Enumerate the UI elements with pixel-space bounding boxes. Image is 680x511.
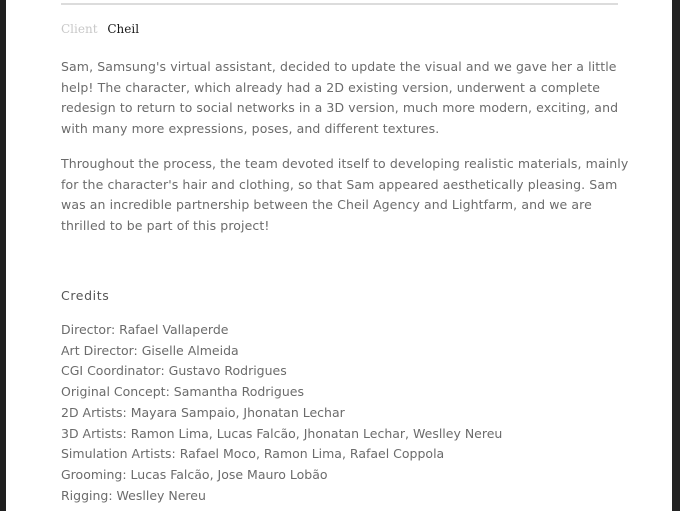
description-paragraph-2: Throughout the process, the team devoted itself to developing realistic materials, mainly for the character's hair and clothing, so that Sam appeared aesthetically pleasing. Sam was an incredible partnership between the Cheil Agency and Lightfarm, and we are thrilled to be part of this project! [61,156,629,234]
credit-item-cgi-coordinator: CGI Coordinator: Gustavo Rodrigues [61,363,287,379]
credit-item-art-director: Art Director: Giselle Almeida [61,342,239,358]
credit-item-original-concept: Original Concept: Samantha Rodrigues [61,384,304,400]
credit-item-3d-artists: 3D Artists: Ramon Lima, Lucas Falcão, Jhonatan Lechar, Weslley Nereu [61,425,503,441]
client-info [61,21,139,37]
credits-heading: Credits [61,288,110,303]
client-label: Client [61,22,98,36]
page-right-edge [672,0,680,511]
credit-item-simulation-artists: Simulation Artists: Rafael Moco, Ramon Lima, Rafael Coppola [61,446,445,462]
credits-list [61,320,502,506]
project-detail-page [6,0,672,511]
credit-item-2d-artists: 2D Artists: Mayara Sampaio, Jhonatan Lechar [61,404,345,420]
client-name: Cheil [107,22,140,36]
description-paragraph-1: Sam, Samsung's virtual assistant, decided to update the visual and we gave her a little help! The character, which already had a 2D existing version, underwent a complete redesign to return to social networks in a 3D version, much more modern, exciting, and with many more expressions, poses, and different textures. [61,59,619,137]
credit-item-rigging: Rigging: Weslley Nereu [61,487,206,503]
top-divider [61,3,618,5]
credit-item-director: Director: Rafael Vallaperde [61,322,229,337]
credit-item-grooming: Grooming: Lucas Falcão, Jose Mauro Lobão [61,466,328,482]
